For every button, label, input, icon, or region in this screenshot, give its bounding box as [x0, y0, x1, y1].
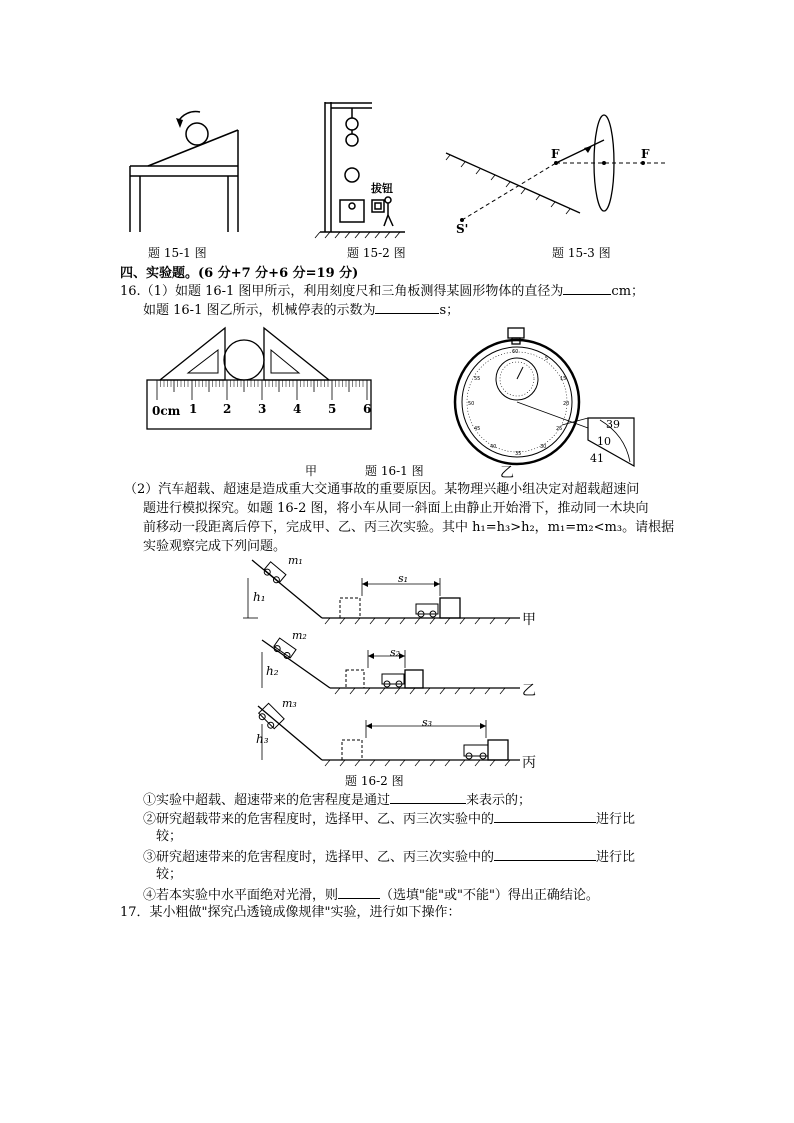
answer-blank-sub2[interactable]: [494, 808, 596, 823]
q16-sub1: [143, 789, 531, 810]
svg-text:30: 30: [540, 444, 547, 450]
q16-line1-unit: cm；: [611, 284, 645, 299]
svg-text:5: 5: [545, 356, 549, 362]
svg-text:35: 35: [515, 451, 522, 457]
q16-sub3-tail: 进行比: [596, 850, 636, 865]
q16-sub2: [143, 808, 635, 829]
stopwatch-inset-41: 41: [590, 452, 604, 465]
q16-sub4-tail: （选填"能"或"不能"）得出正确结论。: [380, 888, 599, 903]
q16-sub1-text: ①实验中超载、超速带来的危害程度是通过: [143, 793, 391, 808]
svg-text:50: 50: [468, 401, 475, 407]
ruler-label-2: 2: [223, 402, 232, 416]
svg-text:60: 60: [512, 349, 519, 355]
q16-part2-line1: （2）汽车超载、超速是造成重大交通事故的重要原因。某物理兴趣小组决定对超载超速问: [124, 482, 640, 497]
q16-line2-unit: s；: [439, 303, 460, 318]
q16-sub2-tail: 进行比: [596, 812, 636, 827]
lens-source-label: S': [456, 222, 469, 236]
caption-15-2: 题 15-2 图: [347, 246, 406, 260]
q16-sub3-text: ③研究超速带来的危害程度时，选择甲、乙、丙三次实验中的: [143, 850, 495, 865]
caption-15-3: 题 15-3 图: [552, 246, 611, 260]
stopwatch-inset-10: 10: [597, 435, 611, 448]
q16-part2-line2: 题进行模拟探究。如题 16-2 图，将小车从同一斜面上由静止开始滑下，推动同一木块向: [143, 501, 649, 516]
label-h1: h₁: [253, 590, 266, 604]
label-s2: s₂: [390, 646, 401, 659]
q16-sub3: [143, 846, 635, 867]
label-s3: s₃: [422, 716, 433, 729]
svg-text:15: 15: [560, 376, 567, 382]
knob-label: 拔钮: [371, 182, 393, 195]
lens-focus-right-label: F: [641, 147, 650, 161]
q17-text: 17．某小粗做"探究凸透镜成像规律"实验，进行如下操作：: [120, 905, 461, 920]
fig16-1-jia-label: 甲: [305, 464, 318, 478]
ruler-label-1: 1: [189, 402, 198, 416]
caption-15-1: 题 15-1 图: [148, 246, 207, 260]
stopwatch-inset-39: 39: [606, 418, 620, 431]
svg-text:20: 20: [563, 401, 570, 407]
ruler-label-5: 5: [328, 402, 337, 416]
q16-sub4: [143, 884, 599, 905]
q16-sub3-cont: 较；: [156, 867, 183, 882]
q16-part2-line4: 实验观察完成下列问题。: [143, 539, 287, 554]
label-m2: m₂: [292, 629, 307, 642]
q16-sub4-text: ④若本实验中水平面绝对光滑，则: [143, 888, 339, 903]
lens-focus-left-label: F: [551, 147, 560, 161]
answer-blank-sub1[interactable]: [390, 789, 466, 804]
svg-text:55: 55: [474, 376, 481, 382]
ruler-label-0: 0cm: [152, 404, 181, 418]
fig16-1-yi-label: 乙: [500, 465, 514, 481]
answer-blank-sub3[interactable]: [494, 846, 596, 861]
svg-text:25: 25: [556, 426, 563, 432]
ruler-label-4: 4: [293, 402, 302, 416]
label-m3: m₃: [282, 697, 297, 710]
answer-blank-sub4[interactable]: [338, 884, 380, 899]
fig16-1-caption: 题 16-1 图: [365, 464, 424, 478]
label-jia: 甲: [522, 612, 536, 628]
q16-line2-text: 如题 16-1 图乙所示，机械停表的示数为: [143, 303, 376, 318]
label-m1: m₁: [288, 554, 303, 567]
q16-sub2-cont: 较；: [156, 829, 183, 844]
fig16-2-caption: 题 16-2 图: [345, 774, 404, 788]
label-yi: 乙: [522, 683, 536, 699]
section-title: 四、实验题。(6 分+7 分+6 分=19 分): [120, 266, 359, 281]
svg-text:40: 40: [490, 444, 497, 450]
label-s1: s₁: [398, 572, 409, 585]
ruler-label-6: 6: [363, 402, 372, 416]
svg-text:45: 45: [474, 426, 481, 432]
q16-part2-line3: 前移动一段距离后停下，完成甲、乙、丙三次实验。其中 h₁=h₃>h₂，m₁=m₂<m₃。请根据: [143, 520, 675, 535]
label-h2: h₂: [266, 664, 279, 678]
q16-line1-text: 16.（1）如题 16-1 图甲所示，利用刻度尺和三角板测得某圆形物体的直径为: [120, 284, 564, 299]
q16-sub1-tail: 来表示的；: [466, 793, 532, 808]
label-h3: h₃: [256, 732, 269, 746]
label-bing: 丙: [522, 755, 536, 771]
ruler-label-3: 3: [258, 402, 267, 416]
q16-sub2-text: ②研究超载带来的危害程度时，选择甲、乙、丙三次实验中的: [143, 812, 495, 827]
